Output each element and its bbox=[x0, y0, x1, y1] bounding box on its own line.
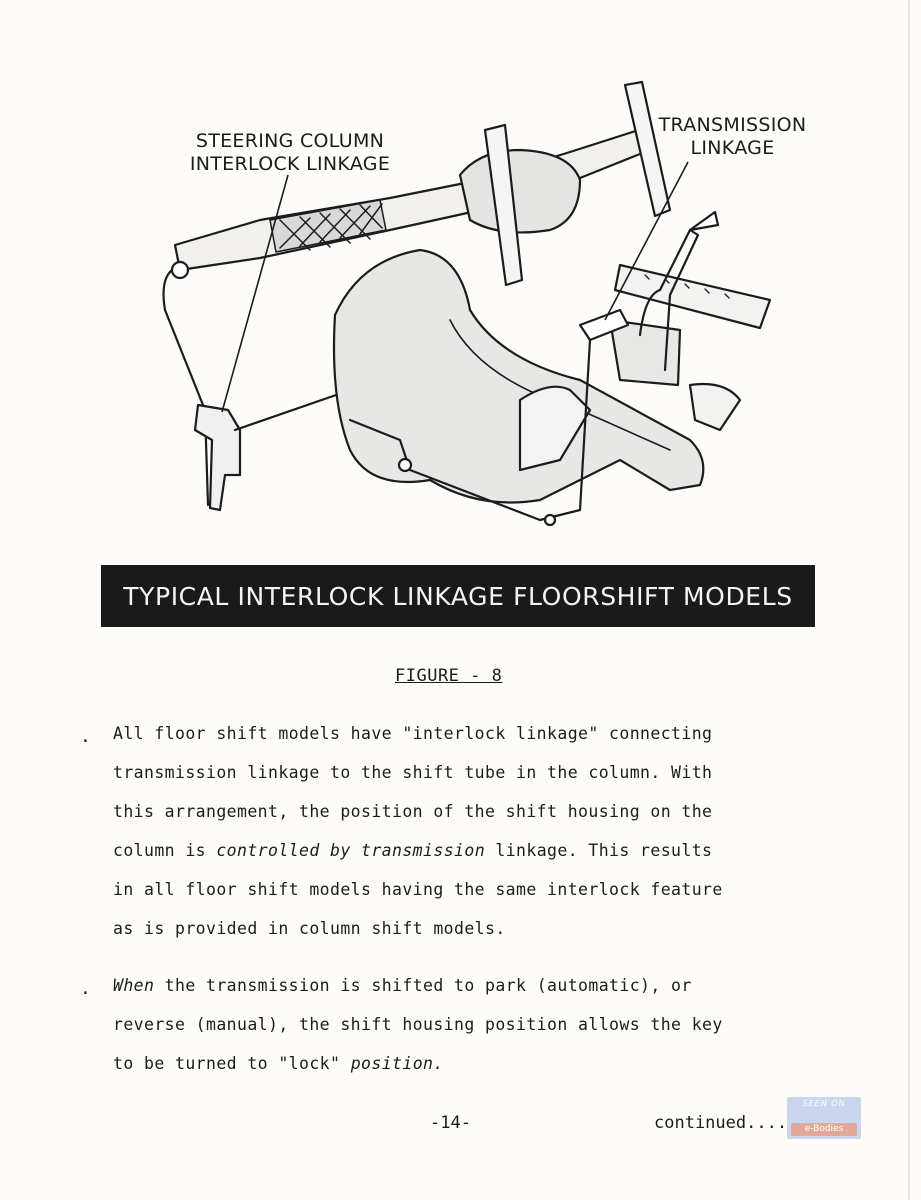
callout-steering-line1: STEERING COLUMN bbox=[195, 130, 385, 152]
watermark-line2: e-Bodies bbox=[791, 1123, 857, 1136]
italic-text-span: controlled by transmission bbox=[216, 841, 486, 860]
paragraph-line bbox=[113, 1054, 444, 1073]
paragraph-line: reverse (manual), the shift housing position allows the key bbox=[113, 1015, 723, 1034]
paragraph-line: this arrangement, the position of the shift housing on the bbox=[113, 802, 713, 821]
figure-title-banner: TYPICAL INTERLOCK LINKAGE FLOORSHIFT MODELS bbox=[101, 565, 815, 627]
callout-transmission-linkage bbox=[650, 114, 815, 160]
watermark-logo bbox=[787, 1097, 861, 1139]
paragraph-interlock bbox=[80, 724, 820, 939]
paragraph-line bbox=[113, 841, 712, 860]
figure-label: FIGURE - 8 bbox=[395, 666, 503, 686]
paragraph-lock-position bbox=[80, 976, 820, 1076]
callout-transmission-line1: TRANSMISSION bbox=[658, 114, 807, 136]
paragraph-line: as is provided in column shift models. bbox=[113, 919, 506, 938]
interlock-bracket bbox=[195, 405, 240, 510]
watermark-line1: SEEN ON bbox=[802, 1099, 846, 1108]
text-span: column is bbox=[113, 841, 217, 860]
paragraph-line bbox=[113, 976, 692, 995]
paragraph-line: All floor shift models have "interlock linkage" connecting bbox=[113, 724, 713, 743]
shifter-base bbox=[690, 384, 740, 430]
shift-housing bbox=[460, 150, 580, 232]
callout-steering-interlock bbox=[180, 130, 400, 176]
callout-transmission-line2: LINKAGE bbox=[690, 137, 775, 159]
leader-steering bbox=[222, 175, 288, 412]
continued-note: continued.... bbox=[654, 1113, 788, 1133]
italic-text-span: When bbox=[113, 976, 155, 995]
shifter-console bbox=[615, 265, 770, 328]
bullet-mark: . bbox=[80, 726, 91, 747]
text-span: the transmission is shifted to park (automatic), or bbox=[154, 976, 692, 995]
callout-steering-line2: INTERLOCK LINKAGE bbox=[189, 153, 391, 175]
text-span: to be turned to "lock" bbox=[113, 1054, 351, 1073]
text-span: linkage. This results bbox=[485, 841, 713, 860]
shifter-box bbox=[610, 320, 680, 385]
italic-text-span: position. bbox=[350, 1054, 444, 1073]
paragraph-line: in all floor shift models having the same interlock feature bbox=[113, 880, 723, 899]
page-number: -14- bbox=[430, 1113, 471, 1133]
page-edge-shadow bbox=[908, 0, 910, 1200]
bullet-mark: . bbox=[80, 978, 91, 999]
paragraph-line: transmission linkage to the shift tube in the column. With bbox=[113, 763, 713, 782]
column-interlock-rod bbox=[164, 270, 208, 505]
